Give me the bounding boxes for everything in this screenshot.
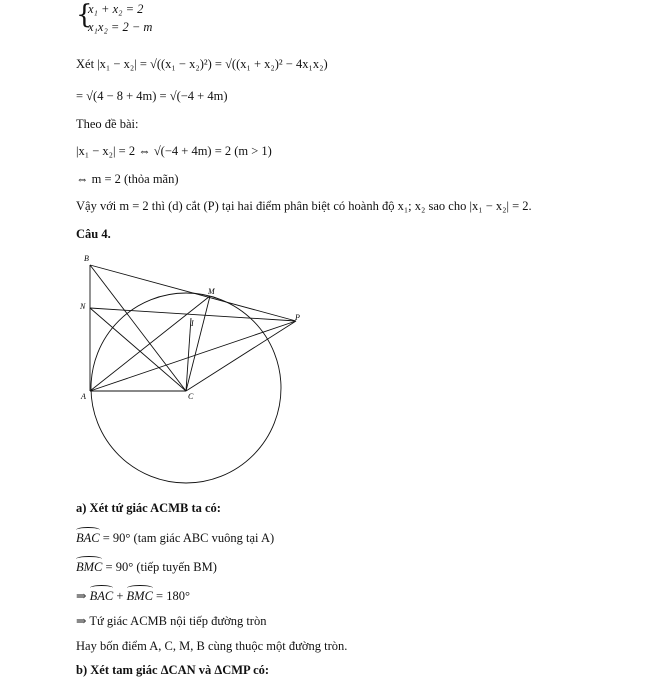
system-brace: { [76,0,93,30]
implies-symbol: ⇒ [76,589,90,603]
part-a-line-1-text: = 90° (tam giác ABC vuông tại A) [99,531,275,545]
part-b-heading: b) Xét tam giác ΔCAN và ΔCMP có: [76,663,270,677]
part-a-line-3-text: = 180° [152,589,190,603]
part-a-line-2 [76,559,217,575]
label-a: A [81,392,86,401]
plus-symbol: + [113,589,127,603]
xet-formula-line: Xét |x₁ − x₂| = √((x₁ − x₂)²) = √((x₁ + x₂)² − 4x₁x₂) [76,57,328,71]
system-eq-2: x₁x₂ = 2 − m [88,20,153,34]
angle-bac-sum: BAC [89,589,114,603]
segment-ap [90,321,296,391]
part-a-line-4: ⇒ Tứ giác ACMB nội tiếp đường tròn [76,614,267,628]
label-c: C [188,392,194,401]
label-p: P [295,313,300,322]
simplify-line: = √(4 − 8 + 4m) = √(−4 + 4m) [76,89,228,103]
system-eq-1: x₁ + x₂ = 2 [88,2,144,16]
part-a-heading: a) Xét tứ giác ACMB ta có: [76,501,221,515]
segment-cp [186,321,296,391]
label-m: M [208,287,215,296]
cau4-heading: Câu 4. [76,227,111,241]
label-b: B [84,254,89,263]
condition-line: |x₁ − x₂| = 2 ⇔ √(−4 + 4m) = 2 (m > 1) [76,144,272,158]
theo-de-bai-line: Theo đề bài: [76,117,139,131]
segment-am [90,296,210,391]
label-n: N [80,302,86,311]
angle-bac: BAC [76,531,100,545]
conclusion-line: Vậy với m = 2 thì (d) cắt (P) tại hai điểm phân biệt có hoành độ x₁; x₂ sao cho |x₁ − x₂| = 2. [76,199,532,213]
part-a-line-5: Hay bốn điểm A, C, M, B cùng thuộc một đường tròn. [76,639,348,653]
angle-bmc-sum: BMC [126,589,153,603]
part-a-line-1 [76,530,274,546]
angle-bmc: BMC [76,560,103,574]
geometry-figure [70,248,310,488]
part-a-line-2-text: = 90° (tiếp tuyến BM) [102,560,217,574]
part-a-line-3 [76,588,190,604]
segment-nc [90,308,186,391]
result-line: ⇔ m = 2 (thỏa mãn) [76,172,179,186]
segment-bp [90,265,296,321]
label-i: I [191,319,194,328]
segment-bc [90,265,186,391]
